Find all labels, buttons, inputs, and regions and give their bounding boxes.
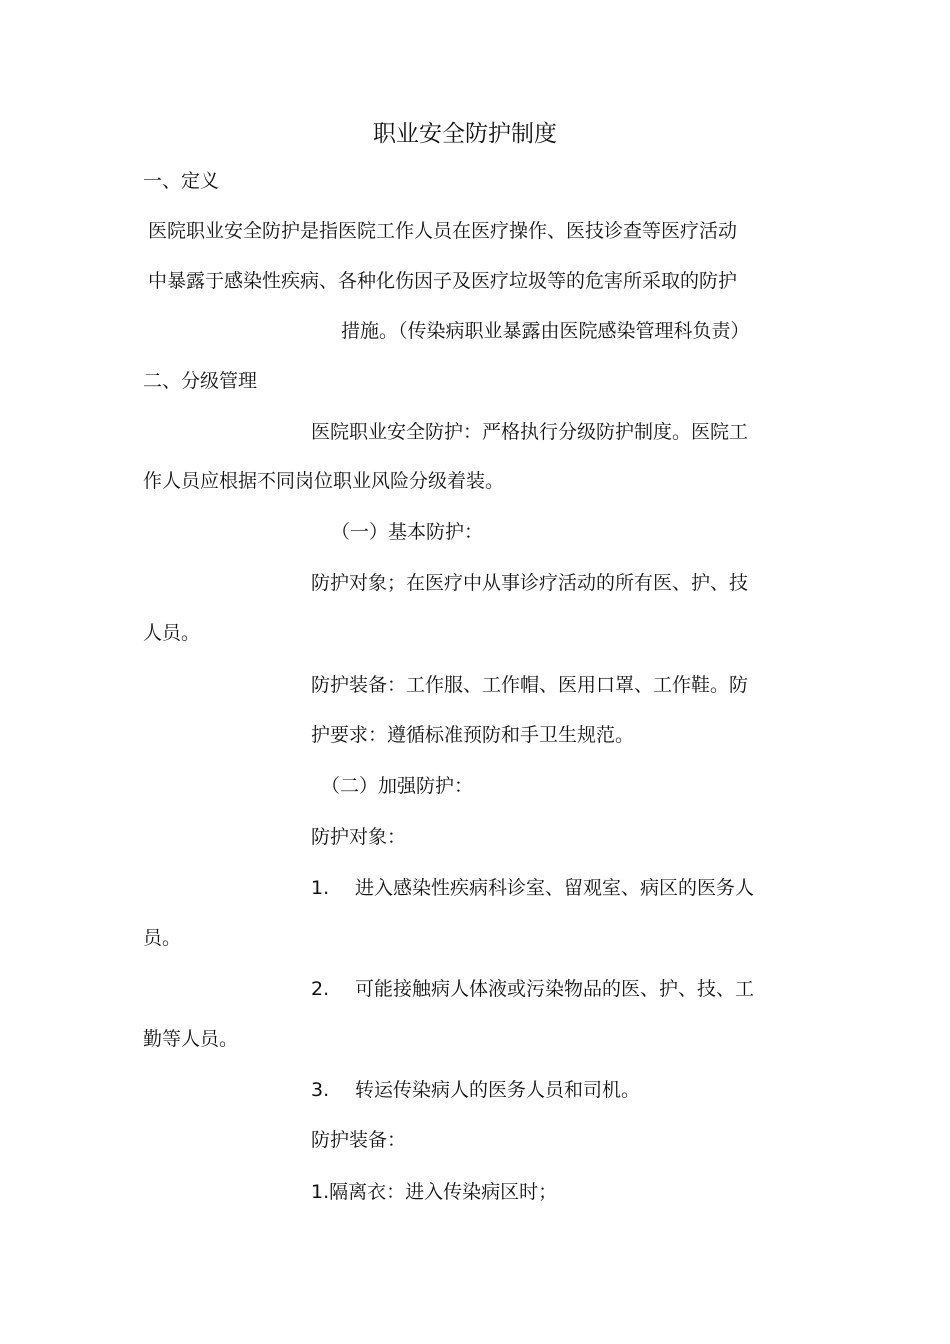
enhanced-target-item-2-number: 2. [311,978,330,1000]
enhanced-equipment-item-1: 1.隔离衣：进入传染病区时； [311,1181,558,1203]
definition-line-2: 中暴露于感染性疾病、各种化伤因子及医疗垃圾等的危害所采取的防护 [148,270,738,292]
basic-target-line-2: 人员。 [143,622,201,644]
enhanced-target-label: 防护对象： [311,826,407,848]
enhanced-target-item-2-line-1: 可能接触病人体液或污染物品的医、护、技、工 [355,978,755,1000]
enhanced-target-item-1-number: 1. [311,877,330,899]
enhanced-target-item-1-line-1: 进入感染性疾病科诊室、留观室、病区的医务人 [355,877,755,899]
basic-protection-heading: （一）基本防护： [331,521,484,543]
section-2-intro-line-2: 作人员应根据不同岗位职业风险分级着装。 [143,470,505,492]
basic-equipment-line-1: 防护装备：工作服、工作帽、医用口罩、工作鞋。防 [311,674,749,696]
enhanced-equipment-label: 防护装备： [311,1129,407,1151]
enhanced-target-item-2-line-2: 勤等人员。 [143,1028,239,1050]
basic-target-line-1: 防护对象；在医疗中从事诊疗活动的所有医、护、技 [311,572,749,594]
page-title: 职业安全防护制度 [373,121,557,147]
enhanced-target-item-3-line-1: 转运传染病人的医务人员和司机。 [355,1079,641,1101]
basic-equipment-line-2: 护要求：遵循标准预防和手卫生规范。 [311,724,635,746]
enhanced-protection-heading: （二）加强防护： [321,775,474,797]
enhanced-target-item-1-line-2: 员。 [143,927,182,949]
section-2-heading: 二、分级管理 [143,370,258,392]
definition-line-3: 措施。（传染病职业暴露由医院感染管理科负责） [341,320,750,342]
section-2-intro-line-1: 医院职业安全防护：严格执行分级防护制度。医院工 [311,421,749,443]
enhanced-target-item-3-number: 3. [311,1079,330,1101]
definition-line-1: 医院职业安全防护是指医院工作人员在医疗操作、医技诊查等医疗活动 [148,220,738,242]
section-1-heading: 一、定义 [143,170,220,192]
